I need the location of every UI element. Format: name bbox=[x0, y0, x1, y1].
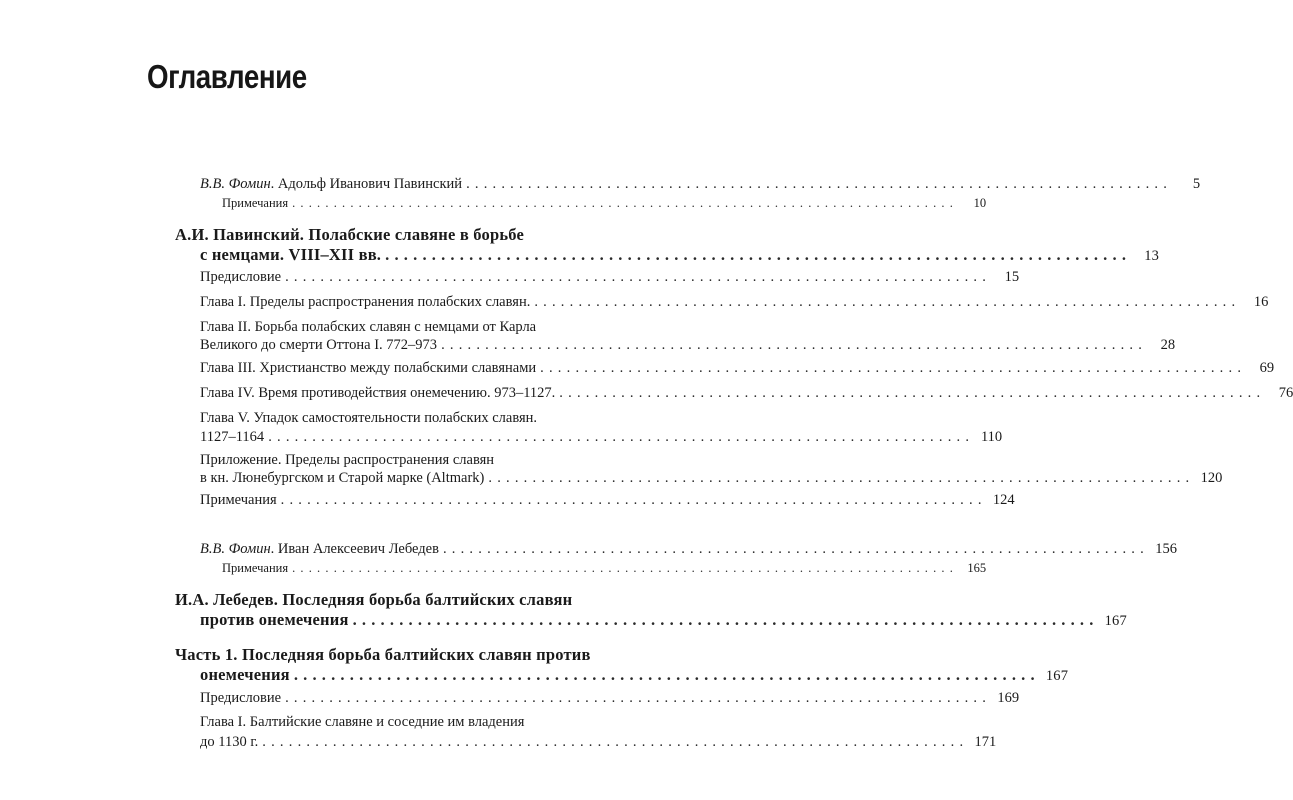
toc-title: Глава V. Упадок самостоятельности полабских славян. bbox=[200, 410, 538, 426]
toc-line bbox=[200, 359, 1275, 378]
page-title: Оглавление bbox=[147, 58, 307, 95]
page-number[interactable]: 13 bbox=[1144, 248, 1160, 264]
toc-title: в кн. Люнебургском и Старой марке (Altmark) bbox=[200, 470, 485, 486]
toc-line bbox=[200, 293, 1269, 312]
toc-line bbox=[200, 384, 1293, 403]
page-number[interactable]: 167 bbox=[1104, 613, 1127, 629]
toc-line bbox=[200, 469, 1223, 488]
dot-leader: ................................................................................ bbox=[488, 470, 1195, 486]
toc-line bbox=[200, 491, 1015, 510]
page-number[interactable]: 16 bbox=[1253, 294, 1269, 310]
toc-line bbox=[200, 733, 997, 752]
page-number[interactable]: 167 bbox=[1045, 668, 1069, 684]
toc-title: Глава I. Балтийские славяне и соседние им владения bbox=[200, 714, 525, 730]
toc-line bbox=[200, 409, 537, 428]
toc-line bbox=[200, 540, 1177, 559]
toc-title: Великого до смерти Оттона I. 772–973 bbox=[200, 337, 438, 353]
dot-leader: ................................................................................ bbox=[285, 269, 992, 285]
dot-leader: ................................................................................ bbox=[292, 561, 959, 575]
dot-leader: ................................................................................ bbox=[280, 492, 987, 508]
toc-title: Предисловие bbox=[200, 690, 282, 706]
toc-author: В.В. Фомин bbox=[200, 541, 271, 557]
toc-line bbox=[200, 451, 494, 470]
dot-leader: ................................................................................ bbox=[292, 196, 959, 210]
toc-title: Примечания bbox=[222, 196, 289, 210]
dot-leader: ................................................................................ bbox=[534, 294, 1241, 310]
dot-leader: ................................................................................ bbox=[466, 176, 1173, 192]
toc-title: Глава IV. Время противодействия онемечению. 973–1127. bbox=[200, 385, 556, 401]
page-number[interactable]: 110 bbox=[980, 429, 1003, 445]
toc-title: . Иван Алексеевич Лебедев bbox=[270, 541, 439, 557]
toc-title: против онемечения bbox=[200, 610, 349, 629]
dot-leader: ................................................................................ bbox=[441, 337, 1148, 353]
toc-line bbox=[200, 245, 1160, 266]
toc-line bbox=[200, 318, 536, 337]
dot-leader: ................................................................................ bbox=[559, 385, 1266, 401]
toc-line bbox=[200, 665, 1069, 686]
dot-leader: ................................................................................ bbox=[268, 429, 975, 445]
page-number[interactable]: 171 bbox=[974, 734, 997, 750]
toc-title: А.И. Павинский. Полабские славяне в борьбе bbox=[175, 225, 525, 244]
toc-line bbox=[200, 689, 1020, 708]
toc-title: Предисловие bbox=[200, 269, 282, 285]
page-number[interactable]: 165 bbox=[967, 561, 987, 575]
toc-line bbox=[200, 610, 1127, 631]
toc-title: Глава III. Христианство между полабскими славянами bbox=[200, 360, 537, 376]
page-number[interactable]: 120 bbox=[1200, 470, 1223, 486]
toc-line bbox=[200, 713, 524, 732]
page-number[interactable]: 69 bbox=[1259, 360, 1275, 376]
toc-title: с немцами. VIII–XII вв. bbox=[200, 245, 382, 264]
toc-title: Глава I. Пределы распространения полабских славян. bbox=[200, 294, 531, 310]
dot-leader: ................................................................................ bbox=[293, 665, 1040, 684]
toc-title: Примечания bbox=[200, 492, 277, 508]
page-number[interactable]: 10 bbox=[973, 196, 987, 210]
toc-title: онемечения bbox=[200, 665, 290, 684]
toc-title: 1127–1164 bbox=[200, 429, 265, 445]
page-number[interactable]: 76 bbox=[1278, 385, 1293, 401]
dot-leader: ................................................................................ bbox=[385, 245, 1132, 264]
toc-line bbox=[175, 225, 524, 244]
toc-title: Часть 1. Последняя борьба балтийских славян против bbox=[175, 645, 591, 664]
toc-line bbox=[175, 590, 572, 609]
toc-title: И.А. Лебедев. Последняя борьба балтийских славян bbox=[175, 590, 573, 609]
toc-title: Приложение. Пределы распространения славян bbox=[200, 452, 495, 468]
toc-line bbox=[200, 175, 1201, 194]
toc-title: Глава II. Борьба полабских славян с немцами от Карла bbox=[200, 319, 537, 335]
toc-line bbox=[200, 428, 1003, 447]
page-number[interactable]: 28 bbox=[1160, 337, 1176, 353]
page-number[interactable]: 169 bbox=[997, 690, 1020, 706]
toc-title: . Адольф Иванович Павинский bbox=[270, 176, 463, 192]
dot-leader: ................................................................................ bbox=[442, 541, 1149, 557]
toc-line bbox=[222, 194, 987, 213]
page-number[interactable]: 5 bbox=[1192, 176, 1201, 192]
toc-title: Примечания bbox=[222, 561, 289, 575]
dot-leader: ................................................................................ bbox=[540, 360, 1247, 376]
toc-line bbox=[200, 268, 1020, 287]
dot-leader: ................................................................................ bbox=[262, 734, 969, 750]
page-number[interactable]: 15 bbox=[1004, 269, 1020, 285]
dot-leader: ................................................................................ bbox=[285, 690, 992, 706]
toc-line bbox=[175, 645, 591, 664]
toc-line bbox=[200, 336, 1176, 355]
toc-line bbox=[222, 559, 987, 578]
page-number[interactable]: 156 bbox=[1155, 541, 1177, 557]
toc-title: до 1130 г. bbox=[200, 734, 259, 750]
toc-author: В.В. Фомин bbox=[200, 176, 271, 192]
page-number[interactable]: 124 bbox=[992, 492, 1015, 508]
dot-leader: ................................................................................ bbox=[352, 610, 1099, 629]
